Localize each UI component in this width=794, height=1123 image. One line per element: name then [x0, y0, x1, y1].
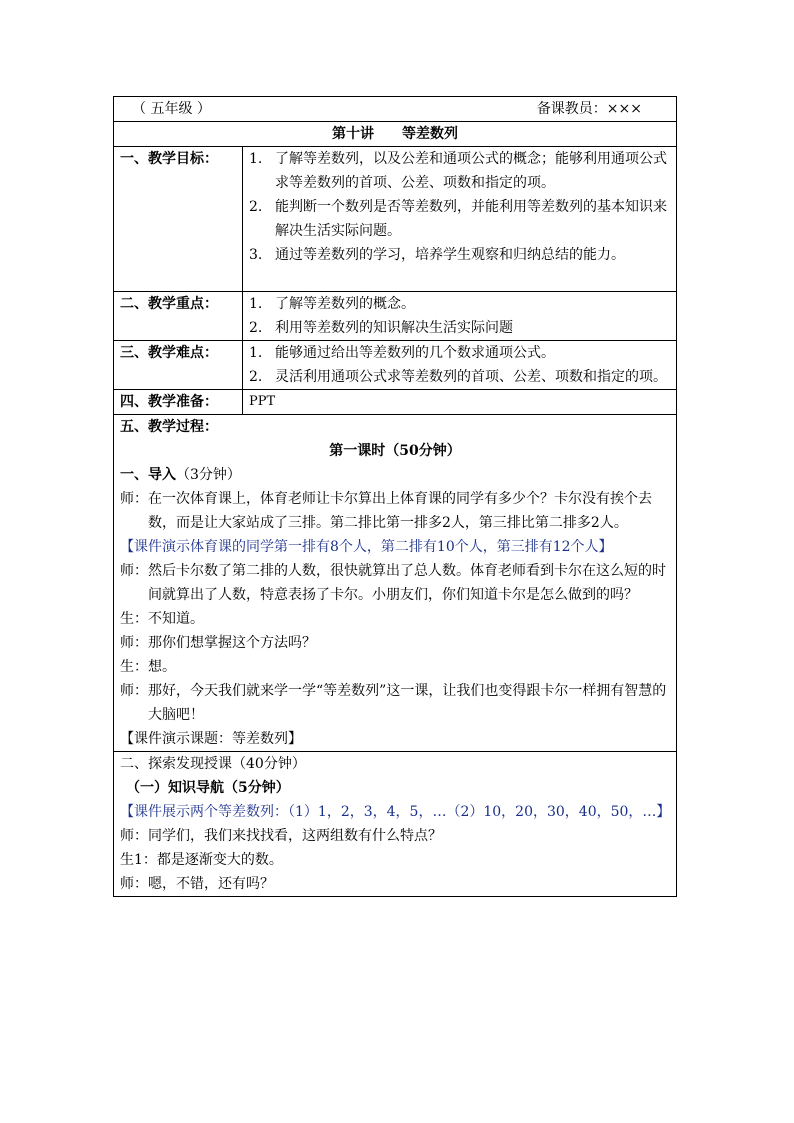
- teacher-label: 备课教员：×××: [536, 101, 643, 117]
- preparation-value: PPT: [243, 390, 677, 415]
- dialogue-line: 师：嗯，不错，还有吗？: [120, 876, 274, 892]
- process-row: [114, 415, 677, 752]
- difficulties-list: [249, 341, 672, 389]
- goals-label: 一、教学目标：: [114, 147, 243, 292]
- dialogue-line: 生1：都是逐渐变大的数。: [120, 852, 283, 868]
- difficulties-row: [114, 341, 677, 390]
- explore-row: [114, 752, 677, 897]
- key-points-list: [249, 292, 670, 340]
- list-item: 3. 通过等差数列的学习，培养学生观察和归纳总结的能力。: [249, 247, 625, 263]
- title-row: [114, 122, 677, 147]
- key-points-label: 二、教学重点：: [114, 292, 243, 341]
- goals-list: [249, 147, 672, 267]
- courseware-note: 【课件展示两个等差数列：（1）1，2，3，4，5，…（2）10，20，30，40，50，…】: [120, 804, 671, 820]
- lecture-number: 第十讲: [332, 126, 374, 142]
- lesson-plan-page: [113, 96, 676, 897]
- list-item: 1. 能够通过给出等差数列的几个数求通项公式。: [249, 345, 555, 361]
- header-row: [114, 97, 677, 122]
- key-points-row: [114, 292, 677, 341]
- list-item: 2. 能判断一个数列是否等差数列，并能利用等差数列的基本知识来解决生活实际问题。: [249, 199, 667, 239]
- dialogue-line: 师：那你们想掌握这个方法吗？: [120, 635, 316, 651]
- dialogue-line: 师：在一次体育课上，体育老师让卡尔算出上体育课的同学有多少个？卡尔没有挨个去数，而是让大家站成了三排。第二排比第一排多2人，第三排比第二排多2人。: [120, 491, 652, 531]
- lesson-title: 第一课时（50分钟）: [329, 443, 461, 459]
- process-label: 五、教学过程：: [120, 419, 218, 435]
- courseware-note: 【课件演示课题：等差数列】: [120, 731, 302, 747]
- preparation-label: 四、教学准备：: [114, 390, 243, 415]
- knowledge-nav-heading: （一）知识导航（5分钟）: [126, 780, 290, 796]
- dialogue-line: 生：想。: [120, 659, 176, 675]
- dialogue-line: 生：不知道。: [120, 611, 204, 627]
- dialogue-line: 师：同学们，我们来找找看，这两组数有什么特点？: [120, 828, 442, 844]
- list-item: 1. 了解等差数列的概念。: [249, 296, 415, 312]
- goals-row: [114, 147, 677, 292]
- intro-heading: 一、导入（3分钟）: [120, 467, 241, 483]
- preparation-row: [114, 390, 677, 415]
- dialogue-line: 师：然后卡尔数了第二排的人数，很快就算出了总人数。体育老师看到卡尔在这么短的时间就算出了人数，特意表扬了卡尔。小朋友们，你们知道卡尔是怎么做到的吗？: [120, 563, 666, 603]
- courseware-note: 【课件演示体育课的同学第一排有8个人，第二排有10个人，第三排有12个人】: [120, 539, 613, 555]
- grade-label: （ 五年级 ）: [132, 101, 211, 117]
- explore-heading: 二、探索发现授课（40分钟）: [120, 756, 306, 772]
- list-item: 2. 灵活利用通项公式求等差数列的首项、公差、项数和指定的项。: [249, 369, 667, 385]
- lesson-plan-table: [113, 96, 677, 897]
- list-item: 1. 了解等差数列，以及公差和通项公式的概念；能够利用通项公式求等差数列的首项、公差、项数和指定的项。: [249, 151, 667, 191]
- difficulties-label: 三、教学难点：: [114, 341, 243, 390]
- dialogue-line: 师：那好，今天我们就来学一学“等差数列”这一课，让我们也变得跟卡尔一样拥有智慧的大脑吧！: [120, 683, 667, 723]
- list-item: 2. 利用等差数列的知识解决生活实际问题: [249, 320, 513, 336]
- lecture-topic: 等差数列: [402, 126, 458, 142]
